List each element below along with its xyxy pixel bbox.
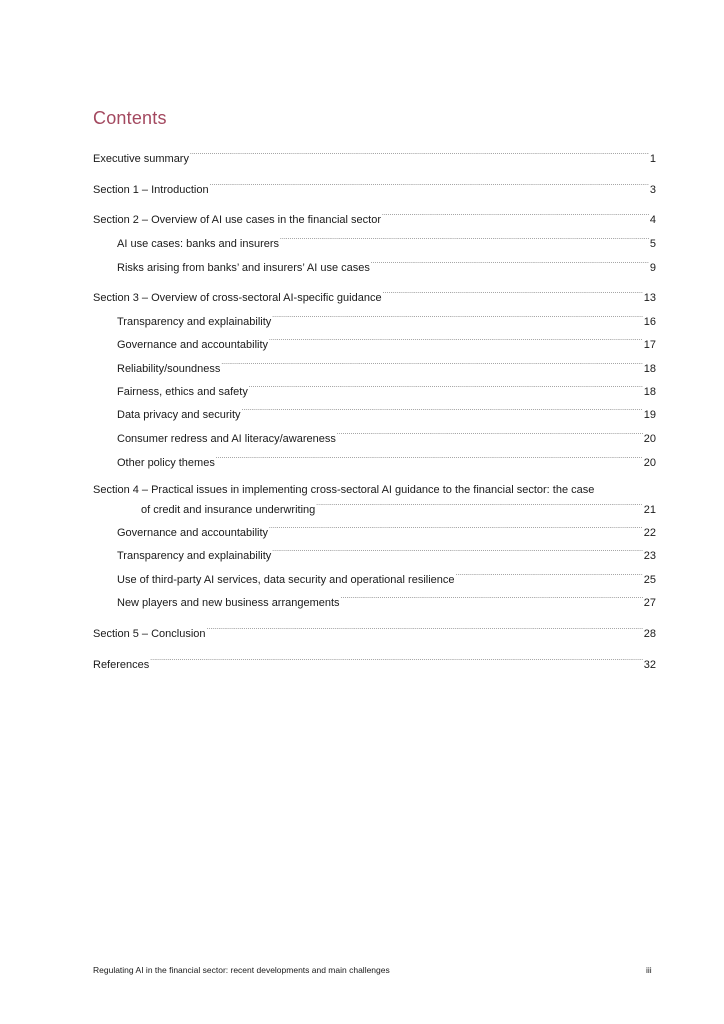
toc-page-number: 3 <box>649 184 656 196</box>
toc-entry-executive-summary[interactable] <box>93 148 656 166</box>
toc-page-number: 32 <box>643 659 656 671</box>
toc-page-number: 13 <box>643 292 656 304</box>
toc-page-number: 18 <box>643 363 656 375</box>
toc-label: Section 2 – Overview of AI use cases in the financial sector <box>93 214 381 226</box>
footer-document-title: Regulating AI in the financial sector: recent developments and main challenges <box>93 965 390 975</box>
toc-leader-dots <box>316 499 642 513</box>
toc-page-number: 5 <box>649 238 656 250</box>
toc-entry-section-4-line2[interactable] <box>141 499 656 517</box>
toc-label: Consumer redress and AI literacy/awareness <box>117 433 336 445</box>
toc-page-number: 18 <box>643 386 656 398</box>
toc-label: Use of third-party AI services, data security and operational resilience <box>117 574 455 586</box>
toc-page-number: 1 <box>649 153 656 165</box>
toc-leader-dots <box>382 209 649 223</box>
toc-page-number: 17 <box>643 339 656 351</box>
toc-entry-consumer-redress[interactable] <box>117 428 656 446</box>
toc-page-number: 16 <box>643 316 656 328</box>
toc-entry-risks[interactable] <box>117 257 656 275</box>
toc-entry-other-policy[interactable] <box>117 452 656 470</box>
toc-leader-dots <box>272 311 642 325</box>
toc-label: of credit and insurance underwriting <box>141 504 316 516</box>
toc-entry-fairness[interactable] <box>117 381 656 399</box>
toc-label: References <box>93 659 150 671</box>
toc-entry-section-5[interactable] <box>93 623 656 641</box>
toc-label: Governance and accountability <box>117 527 269 539</box>
toc-leader-dots <box>371 257 649 271</box>
toc-entry-section-1[interactable] <box>93 179 656 197</box>
toc-label: Governance and accountability <box>117 339 269 351</box>
toc-label: Reliability/soundness <box>117 363 221 375</box>
toc-leader-dots <box>269 522 643 536</box>
toc-page-number: 28 <box>643 628 656 640</box>
toc-page-number: 22 <box>643 527 656 539</box>
toc-label: Section 1 – Introduction <box>93 184 209 196</box>
toc-page-number: 20 <box>643 457 656 469</box>
toc-leader-dots <box>280 233 649 247</box>
toc-leader-dots <box>337 428 643 442</box>
toc-leader-dots <box>269 334 643 348</box>
toc-leader-dots <box>221 358 642 372</box>
toc-entry-new-players[interactable] <box>117 592 656 610</box>
toc-label: Transparency and explainability <box>117 550 272 562</box>
toc-label: Risks arising from banks’ and insurers’ AI use cases <box>117 262 370 274</box>
toc-leader-dots <box>242 404 643 418</box>
toc-leader-dots <box>249 381 643 395</box>
toc-entry-section-4-line1[interactable] <box>93 483 656 497</box>
toc-entry-data-privacy[interactable] <box>117 404 656 422</box>
toc-label: Other policy themes <box>117 457 215 469</box>
toc-leader-dots <box>456 569 643 583</box>
toc-label: Section 3 – Overview of cross-sectoral AI-specific guidance <box>93 292 382 304</box>
toc-leader-dots <box>190 148 649 162</box>
toc-page-number: 19 <box>643 409 656 421</box>
footer-page-number: iii <box>646 965 652 975</box>
toc-leader-dots <box>150 654 642 668</box>
toc-leader-dots <box>207 623 643 637</box>
toc-label: Section 4 – Practical issues in implementing cross-sectoral AI guidance to the financial sector: the case <box>93 484 595 496</box>
contents-heading: Contents <box>93 108 167 128</box>
toc-leader-dots <box>216 452 643 466</box>
toc-label: New players and new business arrangements <box>117 597 340 609</box>
toc-leader-dots <box>341 592 643 606</box>
toc-entry-third-party[interactable] <box>117 569 656 587</box>
toc-page-number: 20 <box>643 433 656 445</box>
toc-label: AI use cases: banks and insurers <box>117 238 280 250</box>
toc-label: Executive summary <box>93 153 189 165</box>
toc-label: Transparency and explainability <box>117 316 272 328</box>
toc-leader-dots <box>383 287 643 301</box>
toc-entry-section-2[interactable] <box>93 209 656 227</box>
toc-label: Section 5 – Conclusion <box>93 628 206 640</box>
toc-page-number: 27 <box>643 597 656 609</box>
toc-page-number: 23 <box>643 550 656 562</box>
toc-entry-reliability[interactable] <box>117 358 656 376</box>
toc-leader-dots <box>272 545 642 559</box>
toc-entry-references[interactable] <box>93 654 656 672</box>
toc-page-number: 4 <box>649 214 656 226</box>
toc-entry-governance[interactable] <box>117 334 656 352</box>
toc-page-number: 9 <box>649 262 656 274</box>
toc-page-number: 25 <box>643 574 656 586</box>
toc-entry-governance-2[interactable] <box>117 522 656 540</box>
toc-entry-section-3[interactable] <box>93 287 656 305</box>
toc-entry-transparency-2[interactable] <box>117 545 656 563</box>
toc-entry-ai-use-cases[interactable] <box>117 233 656 251</box>
toc-leader-dots <box>210 179 649 193</box>
toc-label: Data privacy and security <box>117 409 241 421</box>
toc-entry-transparency[interactable] <box>117 311 656 329</box>
toc-label: Fairness, ethics and safety <box>117 386 248 398</box>
toc-page-number: 21 <box>643 504 656 516</box>
